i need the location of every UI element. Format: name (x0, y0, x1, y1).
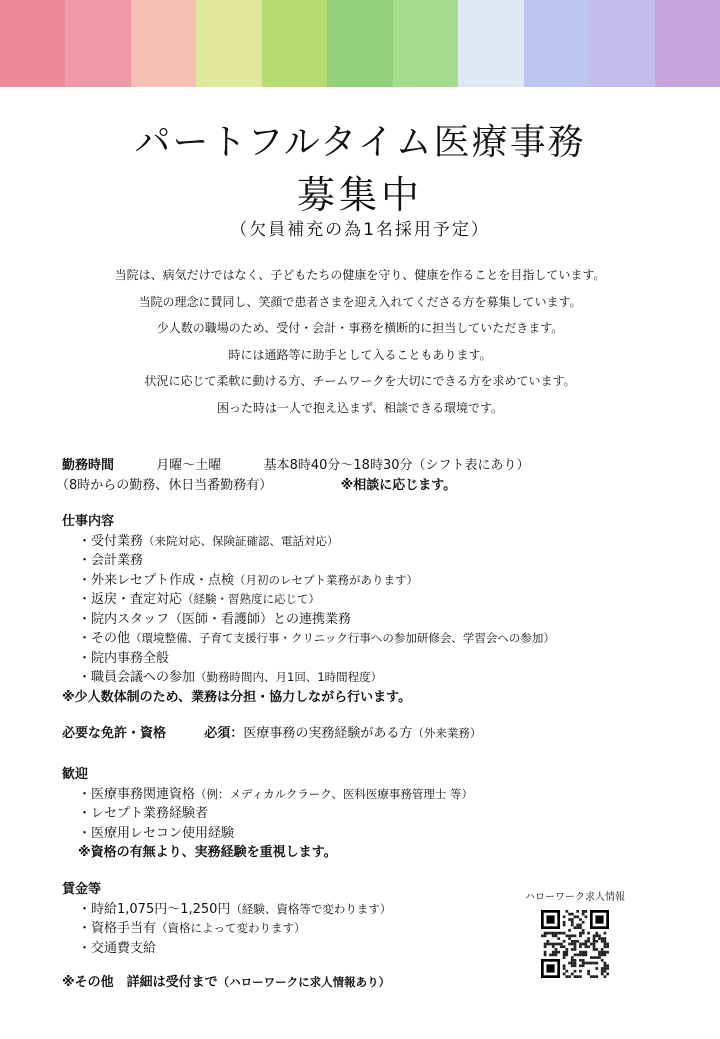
list-item (62, 939, 391, 959)
banner-stripe (262, 0, 327, 87)
other-section (62, 973, 390, 993)
item-main: ・受付業務 (78, 533, 144, 549)
welcome-note: ※資格の有無より、実務経験を重視します。 (78, 845, 337, 860)
item-sub: （経験・習熟度に応じて） (182, 592, 321, 606)
item-sub: （来院対応、保険証確認、電話対応） (143, 533, 339, 548)
banner-stripe (327, 0, 392, 87)
item-main: ・医療事務関連資格 (78, 786, 196, 802)
list-item (62, 824, 473, 844)
list-item (62, 571, 555, 591)
item-main: ・院内スタッフ（医師・看護師）との連携業務 (78, 611, 352, 627)
item-main: ・資格手当有 (78, 921, 157, 936)
item-main: ・院内事務全般 (78, 650, 170, 666)
item-main: ・外来レセプト作成・点検 (78, 572, 235, 588)
item-sub: （環境整備、子育て支援行事・クリニック行事への参加研修会、学習会への参加） (130, 631, 555, 645)
item-main: ・職員会議への参加 (78, 670, 196, 685)
item-sub: （資格によって変わります） (156, 921, 306, 935)
list-item (62, 668, 555, 688)
item-sub: （勤務時間内、月1回、1時間程度） (195, 670, 383, 684)
item-main: ・返戻・査定対応 (78, 592, 183, 607)
intro-line: 困った時は一人で抱え込まず、相談できる環境です。 (216, 400, 504, 415)
item-main: ・会計業務 (78, 553, 144, 568)
list-item (62, 785, 473, 805)
list-item (62, 804, 473, 824)
job-note: ※少人数体制のため、業務は分担・協力しながら行います。 (62, 689, 412, 705)
required-sub: （外来業務） (412, 726, 482, 740)
recruiting-title: 募集中 (296, 173, 423, 217)
consult-note: ※相談に応じます。 (340, 477, 457, 493)
item-main: ・レセプト業務経験者 (78, 806, 209, 821)
banner-stripe (393, 0, 458, 87)
banner-stripe (524, 0, 589, 87)
qr-block (520, 888, 630, 978)
job-content-heading: 仕事内容 (62, 514, 115, 529)
list-item (62, 649, 555, 669)
intro-line: 少人数の職場のため、受付・会計・事務を横断的に担当していただきます。 (156, 321, 564, 336)
intro-line: 当院の理念に賛同し、笑顔で患者さまを迎え入れてくださる方を募集しています。 (138, 294, 582, 309)
list-item (62, 610, 555, 630)
banner-stripe (131, 0, 196, 87)
page-title: パートフルタイム医療事務 (134, 122, 586, 163)
banner-stripe (65, 0, 130, 87)
list-item (62, 532, 555, 552)
welcome-section (62, 765, 473, 863)
list-item (62, 590, 555, 610)
intro-line: 当院は、病気だけではなく、子どもたちの健康を守り、健康を作ることを目指しています。 (114, 268, 606, 282)
qr-label: ハローワーク求人情報 (525, 892, 625, 903)
required-label: 必須： (204, 726, 244, 741)
item-main: ・医療用レセコン使用経験 (78, 825, 235, 841)
working-time: 基本8時40分～18時30分（シフト表にあり） (263, 458, 530, 473)
banner-stripe (458, 0, 523, 87)
intro-line: 状況に応じて柔軟に動ける方、チームワークを大切にできる方を求めています。 (144, 374, 576, 389)
list-item (62, 919, 391, 939)
wage-heading: 賃金等 (62, 882, 102, 897)
list-item (62, 629, 555, 649)
working-days: 月曜～土曜 (156, 458, 222, 473)
hiring-note: （欠員補充の為1名採用予定） (230, 220, 490, 240)
other-text: ※その他 詳細は受付まで (62, 975, 218, 990)
required-text: 医療事務の実務経験がある方 (243, 726, 413, 741)
item-main: ・その他 (78, 631, 131, 646)
item-main: ・交通費支給 (78, 940, 157, 956)
working-hours-note: （8時からの勤務、休日当番勤務有） (56, 477, 273, 493)
intro-paragraph (0, 262, 720, 422)
item-sub: （月初のレセプト業務があります） (234, 572, 419, 587)
job-content-section (62, 512, 555, 707)
list-item (62, 551, 555, 571)
other-sub: （ハローワークに求人情報あり） (217, 975, 391, 989)
working-hours-heading: 勤務時間 (62, 458, 115, 473)
qr-code-icon[interactable] (541, 910, 609, 978)
item-sub: （経験、資格等で変わります） (230, 901, 392, 916)
banner-stripe (196, 0, 261, 87)
license-heading: 必要な免許・資格 (62, 726, 167, 741)
banner-stripe (0, 0, 65, 87)
wage-section (62, 880, 391, 958)
welcome-heading: 歓迎 (62, 767, 89, 782)
item-sub: （例：メディカルクラーク、医科医療事務管理士 等） (195, 786, 474, 801)
intro-line: 時には通路等に助手として入ることもあります。 (228, 347, 492, 362)
banner-stripe (655, 0, 720, 87)
banner-stripe (589, 0, 654, 87)
list-item (62, 900, 391, 920)
item-main: ・時給1,075円～1,250円 (78, 901, 231, 917)
license-section (62, 724, 481, 744)
color-banner (0, 0, 720, 87)
working-hours-section (56, 456, 530, 495)
